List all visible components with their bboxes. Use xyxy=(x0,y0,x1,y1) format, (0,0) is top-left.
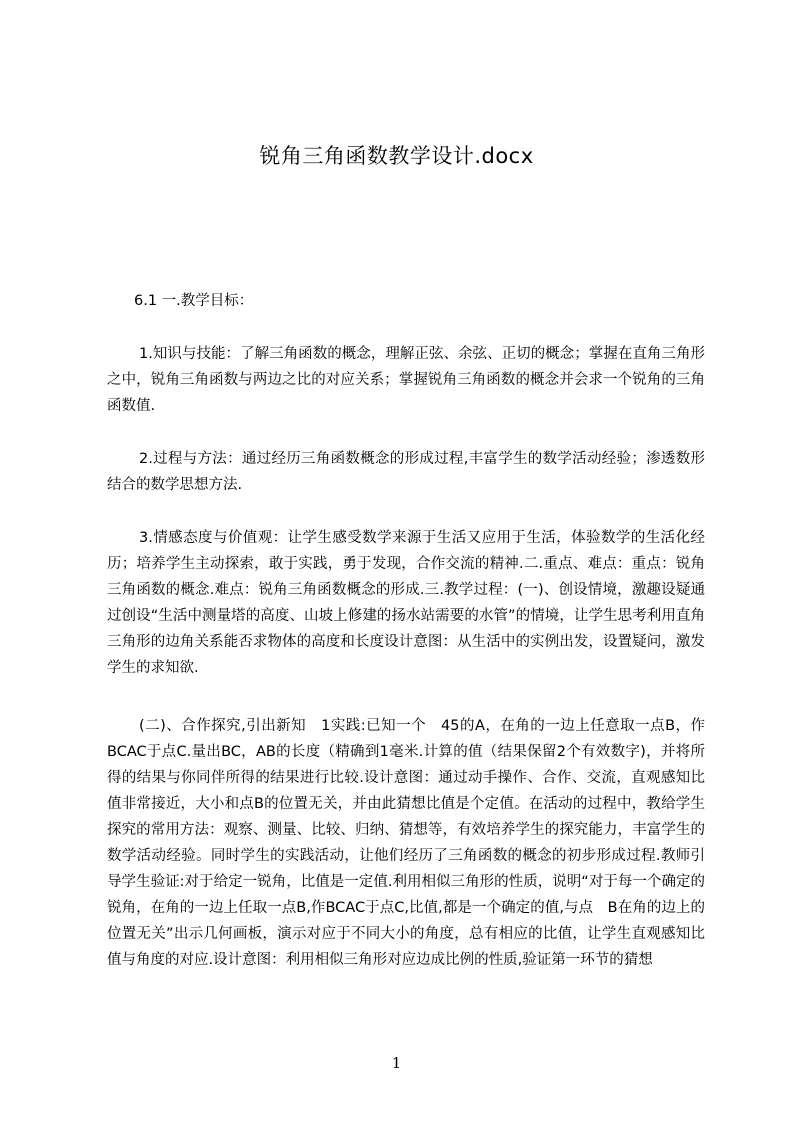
paragraph-process-method: 2.过程与方法：通过经历三角函数概念的形成过程,丰富学生的数学活动经验；渗透数形结合的数学思想方法. xyxy=(107,451,705,493)
document-title: 锐角三角函数教学设计.docx xyxy=(259,144,534,168)
page-number: 1 xyxy=(391,1054,402,1072)
paragraph-cooperative-inquiry: (二)、合作探究,引出新知 1实践:已知一个 45的A，在角的一边上任意取一点B，作BCAC于点C.量出BC，AB的长度（精确到1毫米.计算的值（结果保留2个有效数字)，并将所得的结果与你同伴所得的结果进行比较.设计意图：通过动手操作、合作、交流，直观感知比值非常接近，大小和点B的位置无关，并由此猜想比值是个定值。在活动的过程中，教给学生探究的常用方法：观察、测量、比较、归纳、猜想等，有效培养学生的探究能力，丰富学生的数学活动经验。同时学生的实践活动，让他们经历了三角函数的概念的初步形成过程.教师引导学生验证:对于给定一锐角，比值是一定值.利用相似三角形的性质，说明“对于每一个确定的锐角，在角的一边上任取一点B,作BCAC于点C,比值,都是一个确定的值,与点 B在角的边上的位置无关”出示几何画板，演示对应于不同大小的角度，总有相应的比值，让学生直观感知比值与角度的对应.设计意图：利用相似三角形对应边成比例的性质,验证第一环节的猜想 xyxy=(107,718,705,968)
paragraph-knowledge-skills: 1.知识与技能：了解三角函数的概念，理解正弦、余弦、正切的概念；掌握在直角三角形之中，锐角三角函数与两边之比的对应关系；掌握锐角三角函数的概念并会求一个锐角的三角函数值. xyxy=(107,346,705,414)
section-heading-teaching-goals: 6.1 一.教学目标： xyxy=(134,293,254,309)
paragraph-attitude-values: 3.情感态度与价值观：让学生感受数学来源于生活又应用于生活，体验数学的生活化经历；培养学生主动探索，敢于实践，勇于发现，合作交流的精神.二.重点、难点：重点：锐角三角函数的概念.难点：锐角三角函数概念的形成.三.教学过程：(一)、创设情境，激趣设疑通过创设“生活中测量塔的高度、山坡上修建的扬水站需要的水管”的情境，让学生思考利用直角三角形的边角关系能否求物体的高度和长度设计意图：从生活中的实例出发，设置疑问，激发学生的求知欲. xyxy=(107,530,705,676)
